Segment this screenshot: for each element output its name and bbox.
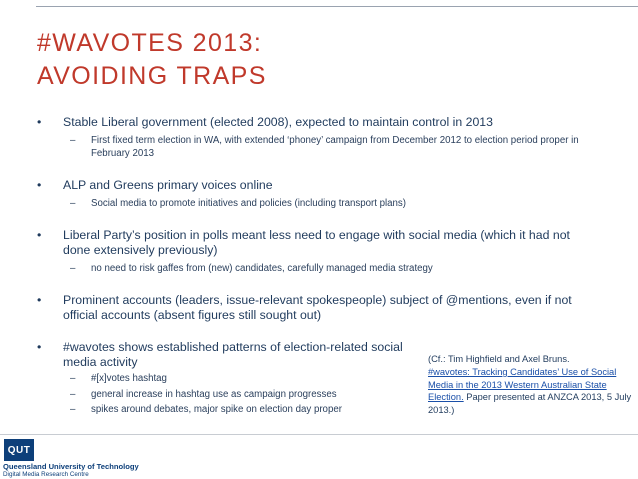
sub-bullet-item	[63, 389, 423, 402]
dash-marker: –	[70, 388, 76, 400]
bullet-text: Liberal Party’s position in polls meant less need to engage with social media (which it had not done extensively previously)	[63, 227, 570, 257]
bullet-item	[37, 228, 597, 276]
sub-bullet-text: spikes around debates, major spike on election day proper	[91, 404, 342, 415]
top-accent-line	[36, 6, 638, 7]
sub-bullet-item	[63, 373, 423, 386]
qut-logo: QUT	[4, 439, 34, 461]
bullet-marker: •	[37, 178, 42, 192]
title-line-1: #WAVOTES 2013:	[37, 29, 263, 57]
bullet-text: ALP and Greens primary voices online	[63, 178, 273, 192]
sub-bullet-text: Social media to promote initiatives and policies (including transport plans)	[91, 198, 407, 209]
citation-link[interactable]: #wavotes: Tracking Candidates’ Use of Social Media in the 2013 Western Australian State Election.	[428, 366, 617, 403]
bullet-item	[37, 293, 597, 323]
citation-suffix: Paper presented at ANZCA 2013, 5 July 2013.)	[428, 392, 632, 416]
sub-bullet-text: #[x]votes hashtag	[91, 373, 167, 384]
research-centre-name: Digital Media Research Centre	[3, 471, 89, 478]
bullet-marker: •	[37, 340, 42, 354]
sub-bullet-item	[63, 198, 597, 211]
dash-marker: –	[70, 135, 76, 146]
bullet-item	[37, 340, 423, 417]
sub-bullet-item	[63, 263, 597, 276]
bullet-item	[37, 178, 597, 211]
bullet-text: Stable Liberal government (elected 2008), expected to maintain control in 2013	[63, 115, 493, 129]
bullet-text: #wavotes shows established patterns of election-related social media activity	[63, 340, 403, 369]
sub-bullet-text: no need to risk gaffes from (new) candidates, carefully managed media strategy	[91, 262, 433, 274]
university-name: Queensland University of Technology	[3, 462, 139, 471]
title-line-2: AVOIDING TRAPS	[37, 62, 267, 90]
sub-bullet-item	[63, 135, 597, 160]
slide-title	[37, 27, 267, 93]
bullet-marker: •	[37, 115, 42, 129]
dash-marker: –	[70, 262, 76, 274]
bullet-text: Prominent accounts (leaders, issue-relevant spokespeople) subject of @mentions, even if not official accounts (absent figures still sought out)	[63, 293, 572, 322]
citation-prefix: (Cf.: Tim Highfield and Axel Bruns.	[428, 354, 570, 364]
sub-bullet-text: general increase in hashtag use as campaign progresses	[91, 388, 337, 400]
bullet-item	[37, 115, 597, 160]
dash-marker: –	[70, 404, 76, 415]
bullet-marker: •	[37, 293, 42, 307]
bullet-marker: •	[37, 227, 42, 242]
footer-divider	[0, 434, 638, 435]
dash-marker: –	[70, 373, 76, 384]
sub-bullet-text: First fixed term election in WA, with extended ‘phoney’ campaign from December 2012 to election period proper in February 2013	[91, 135, 579, 159]
citation-note	[428, 353, 638, 417]
sub-bullet-item	[63, 404, 423, 417]
dash-marker: –	[70, 198, 76, 209]
